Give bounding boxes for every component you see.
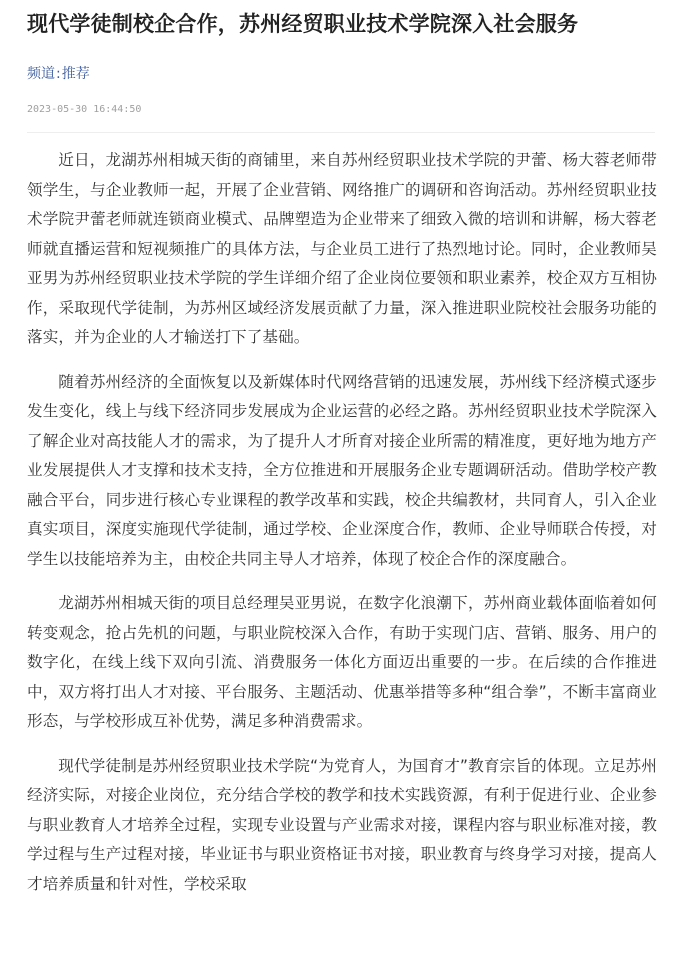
paragraph-3: 龙湖苏州相城天街的项目总经理吴亚男说，在数字化浪潮下，苏州商业载体面临着如何转变观念，抢占先机的问题，与职业院校深入合作，有助于实现门店、营销、服务、用户的数字化，在线上线下双向引流、消费服务一体化方面迈出重要的一步。在后续的合作推进中，双方将打出人才对接、平台服务、主题活动、优惠举措等多种“组合拳”，不断丰富商业形态，与学校形成互补优势，满足多种消费需求。 xyxy=(27,594,657,730)
channel-info xyxy=(27,64,90,84)
channel-link[interactable]: 推荐 xyxy=(61,66,90,82)
article-body xyxy=(27,146,657,914)
article-title: 现代学徒制校企合作，苏州经贸职业技术学院深入社会服务 xyxy=(27,12,579,36)
paragraph-2: 随着苏州经济的全面恢复以及新媒体时代网络营销的迅速发展，苏州线下经济模式逐步发生变化，线上与线下经济同步发展成为企业运营的必经之路。苏州经贸职业技术学院深入了解企业对高技能人才的需求，为了提升人才所育对接企业所需的精准度，更好地为地方产业发展提供人才支撑和技术支持，全方位推进和开展服务企业专题调研活动。借助学校产教融合平台，同步进行核心专业课程的教学改革和实践，校企共编教材，共同育人，引入企业真实项目，深度实施现代学徒制，通过学校、企业深度合作，教师、企业导师联合传授，对学生以技能培养为主，由校企共同主导人才培养，体现了校企合作的深度融合。 xyxy=(27,372,657,568)
channel-separator: : xyxy=(56,66,61,82)
publish-timestamp: 2023-05-30 16:44:50 xyxy=(27,104,142,115)
channel-label: 频道 xyxy=(27,66,55,82)
header-divider xyxy=(27,132,655,133)
paragraph-1: 近日，龙湖苏州相城天街的商铺里，来自苏州经贸职业技术学院的尹蕾、杨大蓉老师带领学生，与企业教师一起，开展了企业营销、网络推广的调研和咨询活动。苏州经贸职业技术学院尹蕾老师就连锁商业模式、品牌塑造为企业带来了细致入微的培训和讲解，杨大蓉老师就直播运营和短视频推广的具体方法，与企业员工进行了热烈地讨论。同时，企业教师吴亚男为苏州经贸职业技术学院的学生详细介绍了企业岗位要领和职业素养，校企双方互相协作，采取现代学徒制，为苏州区域经济发展贡献了力量，深入推进职业院校社会服务功能的落实，并为企业的人才输送打下了基础。 xyxy=(27,151,657,346)
paragraph-4: 现代学徒制是苏州经贸职业技术学院“为党育人，为国育才”教育宗旨的体现。立足苏州经济实际，对接企业岗位，充分结合学校的教学和技术实践资源，有利于促进行业、企业参与职业教育人才培养全过程，实现专业设置与产业需求对接，课程内容与职业标准对接，教学过程与生产过程对接，毕业证书与职业资格证书对接，职业教育与终身学习对接，提高人才培养质量和针对性，学校采取 xyxy=(27,756,657,893)
